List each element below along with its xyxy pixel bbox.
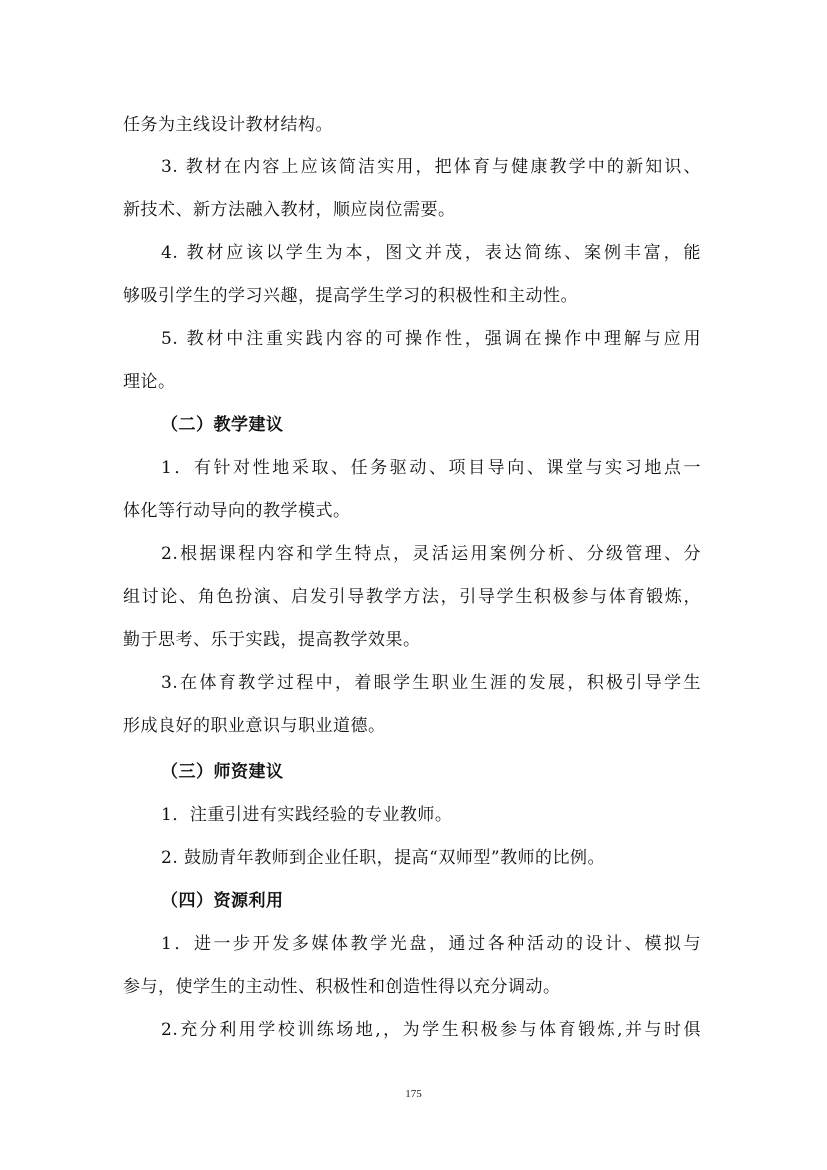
paragraph-line: 形成良好的职业意识与职业道德。 bbox=[123, 716, 386, 736]
paragraph-line: 体化等行动导向的教学模式。 bbox=[123, 501, 351, 521]
paragraph-line: 勤于思考、乐于实践，提高教学效果。 bbox=[123, 630, 421, 650]
paragraph-line: 3. 教材在内容上应该简洁实用，把体育与健康教学中的新知识、 bbox=[161, 157, 701, 177]
paragraph-line: 新技术、新方法融入教材，顺应岗位需要。 bbox=[123, 200, 456, 220]
paragraph-line: 2.根据课程内容和学生特点，灵活运用案例分析、分级管理、分 bbox=[161, 544, 701, 564]
paragraph-line: 5. 教材中注重实践内容的可操作性，强调在操作中理解与应用 bbox=[161, 329, 701, 349]
paragraph-line: 4. 教材应该以学生为本，图文并茂，表达简练、案例丰富，能 bbox=[161, 243, 701, 263]
paragraph-line: 1．有针对性地采取、任务驱动、项目导向、课堂与实习地点一 bbox=[161, 458, 701, 478]
paragraph-line: 1．注重引进有实践经验的专业教师。 bbox=[161, 805, 453, 825]
paragraph-line: 任务为主线设计教材结构。 bbox=[123, 115, 333, 135]
paragraph-line: 1．进一步开发多媒体教学光盘，通过各种活动的设计、模拟与 bbox=[161, 934, 701, 954]
paragraph-line: 2.充分利用学校训练场地,，为学生积极参与体育锻炼,并与时俱 bbox=[161, 1020, 701, 1040]
paragraph-line: 2. 鼓励青年教师到企业任职，提高“双师型”教师的比例。 bbox=[161, 848, 606, 868]
paragraph-line: 组讨论、角色扮演、启发引导教学方法，引导学生积极参与体育锻炼， bbox=[123, 587, 701, 607]
section-heading-resource-utilization: （四）资源利用 bbox=[161, 891, 284, 911]
section-heading-teaching-suggestions: （二）教学建议 bbox=[161, 415, 284, 435]
paragraph-line: 够吸引学生的学习兴趣，提高学生学习的积极性和主动性。 bbox=[123, 286, 578, 306]
section-heading-faculty-suggestions: （三）师资建议 bbox=[161, 762, 284, 782]
paragraph-line: 3.在体育教学过程中，着眼学生职业生涯的发展，积极引导学生 bbox=[161, 673, 701, 693]
page-number: 175 bbox=[405, 1088, 422, 1100]
paragraph-line: 参与，使学生的主动性、积极性和创造性得以充分调动。 bbox=[123, 977, 561, 997]
paragraph-line: 理论。 bbox=[123, 372, 176, 392]
